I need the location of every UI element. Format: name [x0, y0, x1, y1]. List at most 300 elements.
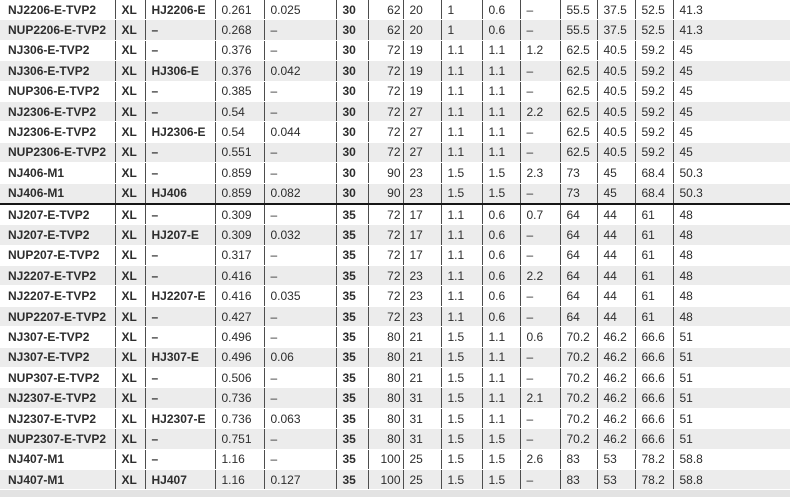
cell-suffix-xl: XL: [115, 0, 145, 20]
cell-dim-D: 90: [368, 183, 403, 204]
cell-dim-4: 51: [673, 429, 790, 449]
cell-hj-ring-designation: –: [145, 388, 215, 408]
cell-dim-F: 64: [560, 204, 597, 225]
cell-designation: NUP2307-E-TVP2: [0, 429, 115, 449]
cell-dim-B: 23: [403, 266, 441, 286]
cell-dim-F: 64: [560, 245, 597, 265]
cell-dim-3: 59.2: [635, 122, 673, 142]
cell-hj-ring-designation: HJ2307-E: [145, 408, 215, 428]
cell-mass-hj: –: [264, 40, 336, 60]
cell-designation: NUP207-E-TVP2: [0, 245, 115, 265]
table-row: [0, 388, 790, 408]
cell-mass-bearing: 0.376: [215, 40, 264, 60]
table-row: [0, 225, 790, 245]
cell-suffix-xl: XL: [115, 40, 145, 60]
cell-dim-B: 21: [403, 327, 441, 347]
cell-designation: NJ306-E-TVP2: [0, 61, 115, 81]
cell-mass-hj: 0.082: [264, 183, 336, 204]
cell-mass-bearing: 0.751: [215, 429, 264, 449]
cell-mass-bearing: 0.268: [215, 20, 264, 40]
cell-dim-F: 64: [560, 266, 597, 286]
cell-dim-F: 62.5: [560, 61, 597, 81]
cell-dim-3: 59.2: [635, 81, 673, 101]
cell-dim-B: 17: [403, 204, 441, 225]
cell-dim-4: 45: [673, 142, 790, 162]
table-row: [0, 163, 790, 183]
cell-dim-r: 1.5: [441, 347, 482, 367]
cell-designation: NJ2306-E-TVP2: [0, 101, 115, 121]
cell-dim-F: 70.2: [560, 327, 597, 347]
cell-dim-d: 35: [336, 449, 368, 469]
cell-dim-D: 72: [368, 142, 403, 162]
cell-dim-extra: –: [520, 81, 560, 101]
cell-dim-3: 66.6: [635, 327, 673, 347]
cell-dim-r: 1.1: [441, 286, 482, 306]
cell-dim-2: 37.5: [597, 20, 635, 40]
cell-hj-ring-designation: –: [145, 101, 215, 121]
cell-dim-B: 17: [403, 225, 441, 245]
cell-dim-r1: 1.1: [482, 408, 520, 428]
cell-dim-r1: 1.5: [482, 469, 520, 489]
table-row: [0, 408, 790, 428]
cell-mass-bearing: 0.506: [215, 368, 264, 388]
cell-dim-r: 1.1: [441, 225, 482, 245]
cell-dim-d: 30: [336, 0, 368, 20]
cell-dim-F: 62.5: [560, 81, 597, 101]
cell-dim-d: 35: [336, 306, 368, 326]
cell-mass-hj: 0.025: [264, 0, 336, 20]
cell-dim-F: 64: [560, 286, 597, 306]
cell-dim-d: 35: [336, 388, 368, 408]
cell-dim-4: 58.8: [673, 449, 790, 469]
cell-suffix-xl: XL: [115, 388, 145, 408]
cell-hj-ring-designation: –: [145, 306, 215, 326]
cell-dim-r1: 0.6: [482, 266, 520, 286]
table-row: [0, 40, 790, 60]
cell-dim-3: 68.4: [635, 183, 673, 204]
cell-dim-r: 1.5: [441, 408, 482, 428]
cell-dim-d: 35: [336, 266, 368, 286]
cell-dim-D: 72: [368, 245, 403, 265]
cell-dim-F: 73: [560, 183, 597, 204]
cell-suffix-xl: XL: [115, 368, 145, 388]
table-row: [0, 429, 790, 449]
cell-dim-4: 48: [673, 286, 790, 306]
cell-dim-r1: 0.6: [482, 204, 520, 225]
cell-designation: NUP306-E-TVP2: [0, 81, 115, 101]
cell-dim-4: 48: [673, 225, 790, 245]
cell-dim-D: 80: [368, 327, 403, 347]
cell-dim-2: 40.5: [597, 101, 635, 121]
cell-mass-hj: 0.035: [264, 286, 336, 306]
cell-dim-r: 1.1: [441, 122, 482, 142]
cell-dim-2: 37.5: [597, 0, 635, 20]
cell-dim-r1: 0.6: [482, 20, 520, 40]
cell-dim-4: 51: [673, 388, 790, 408]
cell-mass-hj: –: [264, 20, 336, 40]
cell-designation: NJ207-E-TVP2: [0, 225, 115, 245]
cell-dim-r1: 1.5: [482, 183, 520, 204]
cell-dim-extra: 2.1: [520, 388, 560, 408]
cell-mass-bearing: 1.16: [215, 449, 264, 469]
cell-dim-r1: 1.1: [482, 142, 520, 162]
cell-dim-D: 80: [368, 388, 403, 408]
cell-dim-D: 100: [368, 469, 403, 489]
table-row: [0, 61, 790, 81]
cell-dim-r1: 1.1: [482, 81, 520, 101]
cell-dim-r1: 1.5: [482, 429, 520, 449]
table-row: [0, 469, 790, 489]
cell-suffix-xl: XL: [115, 61, 145, 81]
cell-dim-r: 1.5: [441, 469, 482, 489]
cell-dim-3: 66.6: [635, 429, 673, 449]
cell-hj-ring-designation: HJ307-E: [145, 347, 215, 367]
cell-dim-B: 31: [403, 388, 441, 408]
cell-dim-extra: –: [520, 183, 560, 204]
cell-dim-3: 66.6: [635, 408, 673, 428]
cell-mass-hj: –: [264, 327, 336, 347]
cell-mass-bearing: 1.16: [215, 469, 264, 489]
cell-dim-4: 45: [673, 40, 790, 60]
cell-dim-extra: 2.2: [520, 266, 560, 286]
cell-dim-r1: 1.1: [482, 327, 520, 347]
cell-dim-extra: 1.2: [520, 40, 560, 60]
cell-dim-4: 51: [673, 368, 790, 388]
cell-dim-3: 78.2: [635, 469, 673, 489]
cell-dim-2: 44: [597, 245, 635, 265]
cell-dim-4: 45: [673, 61, 790, 81]
cell-dim-d: 30: [336, 163, 368, 183]
cell-dim-B: 23: [403, 306, 441, 326]
cell-dim-4: 58.8: [673, 469, 790, 489]
cell-mass-bearing: 0.376: [215, 61, 264, 81]
cell-mass-hj: –: [264, 163, 336, 183]
cell-dim-2: 40.5: [597, 122, 635, 142]
cell-dim-F: 73: [560, 163, 597, 183]
cell-dim-r: 1.5: [441, 429, 482, 449]
table-row: [0, 122, 790, 142]
cell-mass-bearing: 0.551: [215, 142, 264, 162]
cell-mass-hj: –: [264, 245, 336, 265]
cell-dim-D: 80: [368, 368, 403, 388]
cell-hj-ring-designation: HJ306-E: [145, 61, 215, 81]
cell-hj-ring-designation: –: [145, 266, 215, 286]
cell-dim-d: 35: [336, 368, 368, 388]
cell-dim-d: 35: [336, 245, 368, 265]
cell-dim-F: 64: [560, 306, 597, 326]
cell-dim-F: 70.2: [560, 429, 597, 449]
cell-dim-4: 48: [673, 204, 790, 225]
cell-dim-d: 30: [336, 81, 368, 101]
cell-dim-D: 80: [368, 347, 403, 367]
cell-designation: NJ2207-E-TVP2: [0, 266, 115, 286]
cell-hj-ring-designation: –: [145, 20, 215, 40]
cell-dim-F: 70.2: [560, 368, 597, 388]
cell-dim-extra: –: [520, 142, 560, 162]
cell-dim-extra: 2.3: [520, 163, 560, 183]
cell-dim-r: 1.5: [441, 327, 482, 347]
cell-dim-F: 64: [560, 225, 597, 245]
cell-dim-r: 1.1: [441, 142, 482, 162]
cell-dim-extra: 0.7: [520, 204, 560, 225]
cell-dim-r: 1.1: [441, 245, 482, 265]
cell-dim-r1: 1.5: [482, 449, 520, 469]
cell-dim-d: 30: [336, 101, 368, 121]
cell-dim-B: 27: [403, 122, 441, 142]
cell-dim-4: 51: [673, 327, 790, 347]
cell-dim-4: 50.3: [673, 163, 790, 183]
cell-mass-bearing: 0.385: [215, 81, 264, 101]
cell-dim-2: 53: [597, 449, 635, 469]
cell-dim-D: 100: [368, 449, 403, 469]
cell-dim-extra: 2.2: [520, 101, 560, 121]
cell-dim-4: 45: [673, 81, 790, 101]
cell-dim-d: 35: [336, 347, 368, 367]
cell-dim-extra: –: [520, 429, 560, 449]
cell-dim-3: 78.2: [635, 449, 673, 469]
cell-dim-3: 66.6: [635, 368, 673, 388]
cell-mass-bearing: 0.736: [215, 408, 264, 428]
cell-dim-B: 25: [403, 449, 441, 469]
cell-mass-hj: –: [264, 204, 336, 225]
cell-dim-d: 30: [336, 122, 368, 142]
cell-dim-4: 48: [673, 306, 790, 326]
cell-mass-hj: –: [264, 142, 336, 162]
cell-dim-B: 21: [403, 368, 441, 388]
cell-dim-r: 1.1: [441, 101, 482, 121]
cell-dim-2: 40.5: [597, 81, 635, 101]
cell-dim-B: 31: [403, 429, 441, 449]
cell-mass-bearing: 0.859: [215, 163, 264, 183]
cell-designation: NJ406-M1: [0, 163, 115, 183]
cell-dim-2: 40.5: [597, 142, 635, 162]
cell-mass-bearing: 0.309: [215, 225, 264, 245]
cell-mass-bearing: 0.54: [215, 122, 264, 142]
cell-dim-3: 61: [635, 225, 673, 245]
cell-suffix-xl: XL: [115, 266, 145, 286]
cell-mass-bearing: 0.496: [215, 347, 264, 367]
cell-dim-2: 40.5: [597, 40, 635, 60]
cell-hj-ring-designation: –: [145, 429, 215, 449]
cell-dim-F: 70.2: [560, 408, 597, 428]
table-row: [0, 183, 790, 204]
cell-dim-2: 40.5: [597, 61, 635, 81]
cell-designation: NJ407-M1: [0, 449, 115, 469]
cell-dim-r1: 1.1: [482, 368, 520, 388]
cell-dim-r: 1.5: [441, 449, 482, 469]
cell-designation: NJ2307-E-TVP2: [0, 408, 115, 428]
cell-dim-4: 48: [673, 245, 790, 265]
cell-dim-D: 72: [368, 225, 403, 245]
cell-dim-B: 17: [403, 245, 441, 265]
cell-dim-B: 25: [403, 469, 441, 489]
cell-dim-3: 61: [635, 286, 673, 306]
cell-mass-hj: –: [264, 101, 336, 121]
cell-dim-d: 30: [336, 183, 368, 204]
cell-mass-hj: –: [264, 449, 336, 469]
cell-mass-hj: –: [264, 266, 336, 286]
cell-dim-extra: –: [520, 286, 560, 306]
cell-dim-d: 30: [336, 61, 368, 81]
cell-dim-extra: –: [520, 469, 560, 489]
cell-hj-ring-designation: HJ2306-E: [145, 122, 215, 142]
cell-dim-r1: 0.6: [482, 306, 520, 326]
cell-dim-r: 1.5: [441, 183, 482, 204]
cell-dim-4: 50.3: [673, 183, 790, 204]
cell-dim-r1: 1.1: [482, 388, 520, 408]
cell-mass-hj: –: [264, 429, 336, 449]
cell-dim-d: 35: [336, 225, 368, 245]
cell-dim-2: 44: [597, 306, 635, 326]
cell-dim-B: 20: [403, 0, 441, 20]
cell-hj-ring-designation: –: [145, 245, 215, 265]
cell-dim-d: 35: [336, 469, 368, 489]
cell-dim-3: 59.2: [635, 61, 673, 81]
cell-mass-hj: 0.042: [264, 61, 336, 81]
cell-suffix-xl: XL: [115, 306, 145, 326]
cell-dim-r1: 1.1: [482, 122, 520, 142]
table-row: [0, 449, 790, 469]
cell-dim-r1: 1.5: [482, 163, 520, 183]
cell-mass-bearing: 0.736: [215, 388, 264, 408]
cell-dim-2: 44: [597, 225, 635, 245]
cell-dim-2: 46.2: [597, 347, 635, 367]
cell-dim-2: 44: [597, 266, 635, 286]
cell-dim-2: 46.2: [597, 368, 635, 388]
cell-dim-4: 45: [673, 101, 790, 121]
cell-suffix-xl: XL: [115, 20, 145, 40]
cell-dim-r: 1.1: [441, 204, 482, 225]
cell-dim-B: 23: [403, 286, 441, 306]
table-row: [0, 245, 790, 265]
cell-dim-r1: 0.6: [482, 0, 520, 20]
cell-designation: NJ2206-E-TVP2: [0, 0, 115, 20]
cell-dim-3: 61: [635, 245, 673, 265]
table-row: [0, 81, 790, 101]
cell-designation: NUP2306-E-TVP2: [0, 142, 115, 162]
cell-mass-bearing: 0.54: [215, 101, 264, 121]
cell-dim-2: 45: [597, 183, 635, 204]
cell-suffix-xl: XL: [115, 408, 145, 428]
cell-hj-ring-designation: –: [145, 327, 215, 347]
cell-mass-hj: 0.06: [264, 347, 336, 367]
cell-dim-r: 1.1: [441, 306, 482, 326]
cell-dim-B: 23: [403, 183, 441, 204]
cell-hj-ring-designation: HJ207-E: [145, 225, 215, 245]
cell-dim-D: 62: [368, 20, 403, 40]
cell-dim-B: 20: [403, 20, 441, 40]
cell-mass-bearing: 0.416: [215, 266, 264, 286]
cell-dim-F: 62.5: [560, 142, 597, 162]
cell-mass-hj: –: [264, 368, 336, 388]
cell-dim-r1: 0.6: [482, 245, 520, 265]
cell-suffix-xl: XL: [115, 225, 145, 245]
cell-dim-d: 30: [336, 142, 368, 162]
cell-dim-r: 1.1: [441, 81, 482, 101]
cell-hj-ring-designation: HJ2206-E: [145, 0, 215, 20]
cell-mass-bearing: 0.317: [215, 245, 264, 265]
cell-mass-bearing: 0.261: [215, 0, 264, 20]
cell-dim-r1: 1.1: [482, 101, 520, 121]
cell-dim-extra: 2.6: [520, 449, 560, 469]
cell-dim-2: 46.2: [597, 429, 635, 449]
table-row: [0, 204, 790, 225]
cell-hj-ring-designation: HJ2207-E: [145, 286, 215, 306]
cell-designation: NJ407-M1: [0, 469, 115, 489]
cell-dim-d: 35: [336, 429, 368, 449]
cell-dim-extra: –: [520, 368, 560, 388]
cell-suffix-xl: XL: [115, 429, 145, 449]
cell-dim-B: 27: [403, 101, 441, 121]
table-row: [0, 266, 790, 286]
cell-dim-B: 23: [403, 163, 441, 183]
cell-dim-F: 70.2: [560, 388, 597, 408]
cell-designation: NJ2307-E-TVP2: [0, 388, 115, 408]
cell-dim-3: 61: [635, 306, 673, 326]
cell-dim-F: 83: [560, 449, 597, 469]
cell-hj-ring-designation: –: [145, 163, 215, 183]
cell-dim-extra: 0.6: [520, 327, 560, 347]
cell-dim-D: 72: [368, 266, 403, 286]
cell-mass-hj: –: [264, 388, 336, 408]
cell-dim-extra: –: [520, 245, 560, 265]
cell-dim-extra: –: [520, 347, 560, 367]
cell-dim-3: 66.6: [635, 347, 673, 367]
cell-dim-B: 19: [403, 81, 441, 101]
cell-dim-F: 62.5: [560, 101, 597, 121]
cell-dim-B: 19: [403, 61, 441, 81]
cell-dim-B: 19: [403, 40, 441, 60]
cell-suffix-xl: XL: [115, 469, 145, 489]
cell-suffix-xl: XL: [115, 347, 145, 367]
cell-dim-D: 72: [368, 101, 403, 121]
cell-dim-r: 1.1: [441, 40, 482, 60]
cell-dim-2: 46.2: [597, 327, 635, 347]
cell-dim-extra: –: [520, 306, 560, 326]
cell-hj-ring-designation: –: [145, 40, 215, 60]
cell-dim-D: 72: [368, 61, 403, 81]
cell-dim-4: 51: [673, 408, 790, 428]
cell-mass-bearing: 0.859: [215, 183, 264, 204]
cell-mass-bearing: 0.427: [215, 306, 264, 326]
table-row: [0, 368, 790, 388]
cell-designation: NJ2207-E-TVP2: [0, 286, 115, 306]
cell-dim-3: 59.2: [635, 40, 673, 60]
cell-dim-4: 41.3: [673, 20, 790, 40]
cell-dim-r1: 1.1: [482, 40, 520, 60]
cell-dim-r: 1: [441, 20, 482, 40]
cell-dim-extra: –: [520, 122, 560, 142]
cell-suffix-xl: XL: [115, 122, 145, 142]
cell-designation: NUP307-E-TVP2: [0, 368, 115, 388]
cell-dim-2: 46.2: [597, 408, 635, 428]
cell-dim-D: 72: [368, 306, 403, 326]
table-row: [0, 306, 790, 326]
cell-dim-4: 41.3: [673, 0, 790, 20]
cell-dim-3: 68.4: [635, 163, 673, 183]
cell-dim-d: 35: [336, 286, 368, 306]
cell-dim-2: 44: [597, 204, 635, 225]
cell-designation: NJ306-E-TVP2: [0, 40, 115, 60]
cell-dim-F: 55.5: [560, 0, 597, 20]
cell-dim-r: 1.5: [441, 368, 482, 388]
table-row: [0, 101, 790, 121]
cell-dim-F: 83: [560, 469, 597, 489]
cell-dim-D: 80: [368, 408, 403, 428]
cell-dim-extra: –: [520, 225, 560, 245]
cell-hj-ring-designation: HJ406: [145, 183, 215, 204]
cell-designation: NJ2306-E-TVP2: [0, 122, 115, 142]
